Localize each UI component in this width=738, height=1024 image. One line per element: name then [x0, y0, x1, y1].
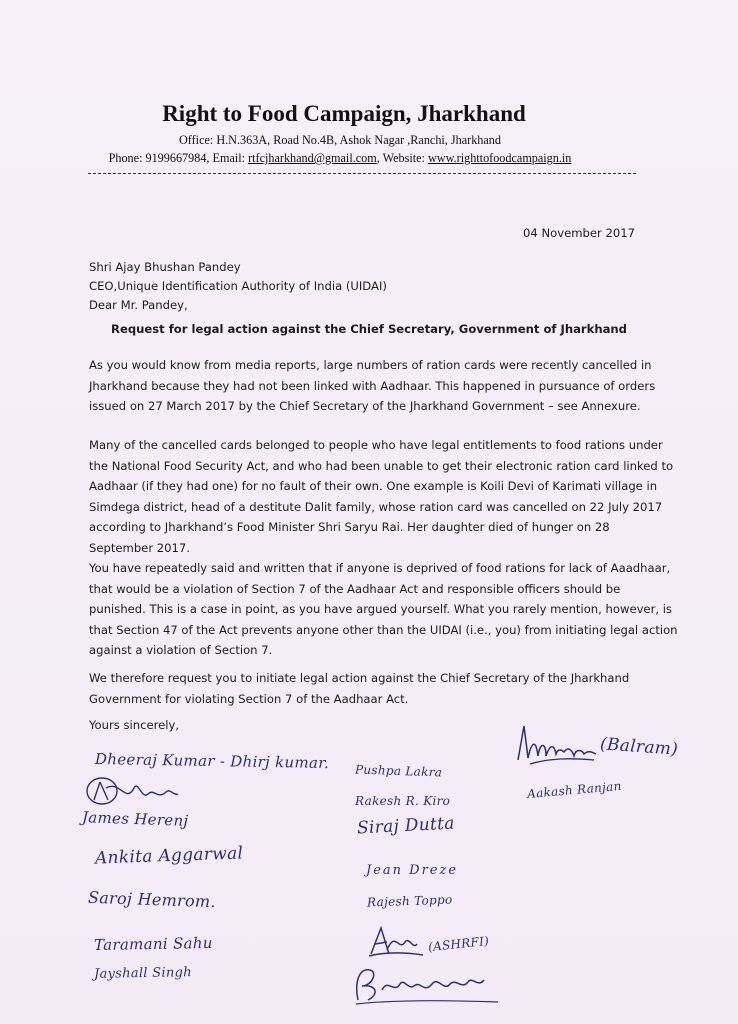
letterhead-title: Right to Food Campaign, Jharkhand	[162, 101, 526, 126]
paragraph-line: September 2017.	[89, 540, 190, 555]
paragraph-line: against a violation of Section 7.	[89, 643, 273, 657]
letter-subject: Request for legal action against the Chief Secretary, Government of Jharkhand	[111, 322, 627, 336]
salutation: Dear Mr. Pandey,	[89, 298, 188, 312]
signature-rajesh-toppo: Rajesh Toppo	[366, 892, 453, 910]
signature-saroj-hemrom: Saroj Hemrom.	[87, 887, 217, 912]
signature-rakesh-kiro: Rakesh R. Kiro	[355, 794, 451, 808]
paragraph-line: Jharkhand because they had not been linked with Aadhaar. This happened in pursuance of orders	[89, 378, 656, 393]
paragraph-line: Aadhaar (if they had one) for no fault of their own. One example is Koili Devi of Karimati village in	[89, 479, 658, 493]
website-link[interactable]: www.righttofoodcampaign.in	[428, 151, 572, 165]
paragraph-3	[89, 558, 678, 661]
website-label: , Website:	[376, 151, 428, 165]
paragraph-line: issued on 27 March 2017 by the Chief Secretary of the Jharkhand Government – see Annexure.	[89, 399, 641, 413]
paragraph-line: Government for violating Section 7 of the Aadhaar Act.	[89, 691, 409, 706]
paragraph-4	[89, 668, 659, 709]
paragraph-line: that would be a violation of Section 7 of the Aadhaar Act and responsible officers should be	[89, 581, 621, 596]
signature-scrawl-bottom	[352, 960, 502, 1006]
paragraph-line: Simdega district, head of a destitute Dalit family, whose ration card was cancelled on 22 July 2017	[89, 499, 663, 514]
signature-scrawl-balram	[510, 720, 598, 772]
signature-ankita-aggarwal: Ankita Aggarwal	[94, 843, 244, 869]
paragraph-2	[89, 435, 674, 558]
signature-jean-dreze: Jean Dreze	[366, 863, 459, 878]
paragraph-line: We therefore request you to initiate legal action against the Chief Secretary of the Jharkhand	[89, 671, 630, 685]
letterhead-office-address: Office: H.N.363A, Road No.4B, Ashok Nagar ,Ranchi, Jharkhand	[178, 133, 501, 147]
phone-text: Phone: 9199667984, Email:	[108, 151, 249, 165]
signature-pushpa-lakra: Pushpa Lakra	[354, 762, 443, 780]
signature-siraj-dutta: Siraj Dutta	[356, 813, 456, 839]
recipient-name: Shri Ajay Bhushan Pandey	[89, 260, 241, 274]
email-link[interactable]: rtfcjharkhand@gmail.com	[248, 151, 377, 165]
paragraph-line: Many of the cancelled cards belonged to people who have legal entitlements to food rations under	[89, 438, 663, 452]
signature-dheeraj-kumar: Dheeraj Kumar - Dhirj kumar.	[94, 749, 330, 773]
signature-scrawl-1	[80, 774, 180, 808]
recipient-title: CEO,Unique Identification Authority of India (UIDAI)	[89, 279, 387, 293]
paragraph-1	[89, 355, 659, 417]
paragraph-line: according to Jharkhand’s Food Minister Shri Saryu Rai. Her daughter died of hunger on 28	[89, 520, 610, 534]
signature-james-herenj: James Herenj	[81, 808, 189, 830]
signature-ashrfi: (ASHRFI)	[427, 933, 490, 955]
paragraph-line: that Section 47 of the Act prevents anyone other than the UIDAI (i.e., you) from initiating legal action	[89, 622, 678, 637]
paragraph-line: As you would know from media reports, large numbers of ration cards were recently cancelled in	[89, 358, 652, 372]
paragraph-line: You have repeatedly said and written that if anyone is deprived of food rations for lack of Aaadhaar,	[89, 561, 671, 575]
signature-balram: (Balram)	[599, 734, 679, 760]
letterhead-contact	[0, 151, 680, 166]
recipient-block	[89, 258, 387, 315]
signature-aakash-ranjan: Aakash Ranjan	[526, 778, 623, 802]
signature-jayshall-singh: Jayshall Singh	[93, 965, 193, 982]
header-divider	[88, 173, 636, 174]
letter-date: 04 November 2017	[523, 226, 635, 240]
closing-text: Yours sincerely,	[89, 718, 180, 732]
signature-scrawl-ashrfi	[365, 922, 425, 962]
signature-taramani-sahu: Taramani Sahu	[93, 933, 213, 955]
paragraph-line: the National Food Security Act, and who had been unable to get their electronic ration card linked to	[89, 458, 674, 473]
paragraph-line: punished. This is a case in point, as you have argued yourself. What you rarely mention, however, is	[89, 602, 672, 616]
